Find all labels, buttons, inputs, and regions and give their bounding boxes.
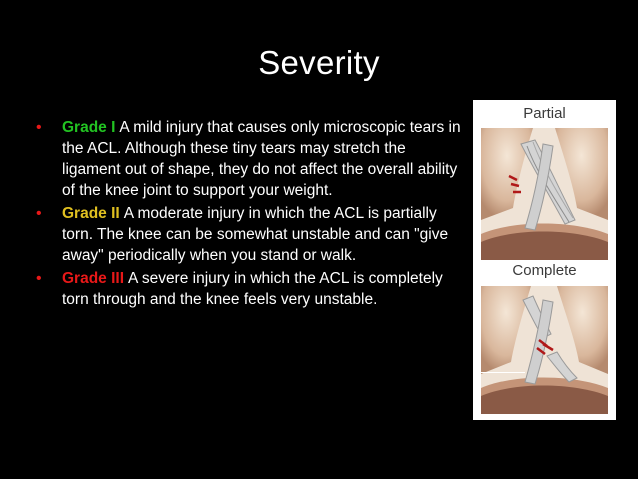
bullet-dot: • <box>36 119 42 136</box>
grade-2-label: Grade II <box>62 205 120 222</box>
grade-3-text: A severe injury in which the ACL is completely torn through and the knee feels very unstable. <box>62 270 443 308</box>
bullet-grade-1 <box>36 117 461 201</box>
grade-2-text: A moderate injury in which the ACL is partially torn. The knee can be somewhat unstable and can "give away" periodically when you stand or walk. <box>62 205 449 264</box>
bullet-dot: • <box>36 205 42 222</box>
grade-3-label: Grade III <box>62 270 125 287</box>
bullet-dot: • <box>36 270 42 287</box>
partial-tear-knee-image <box>473 124 616 264</box>
bullet-grade-2 <box>36 203 461 266</box>
bullet-grade-3 <box>36 268 461 310</box>
partial-label: Partial <box>523 105 566 122</box>
pointer-line <box>473 372 525 373</box>
complete-tear-knee-image <box>473 282 616 417</box>
slide-title: Severity <box>258 44 380 81</box>
bullet-list <box>36 117 461 312</box>
grade-1-label: Grade I <box>62 119 116 136</box>
complete-label: Complete <box>512 262 577 279</box>
grade-1-text: A mild injury that causes only microscopic tears in the ACL. Although these tiny tears may stretch the ligament out of shape, they do not affect the overall ability of the knee joint to support your weight. <box>62 119 461 199</box>
